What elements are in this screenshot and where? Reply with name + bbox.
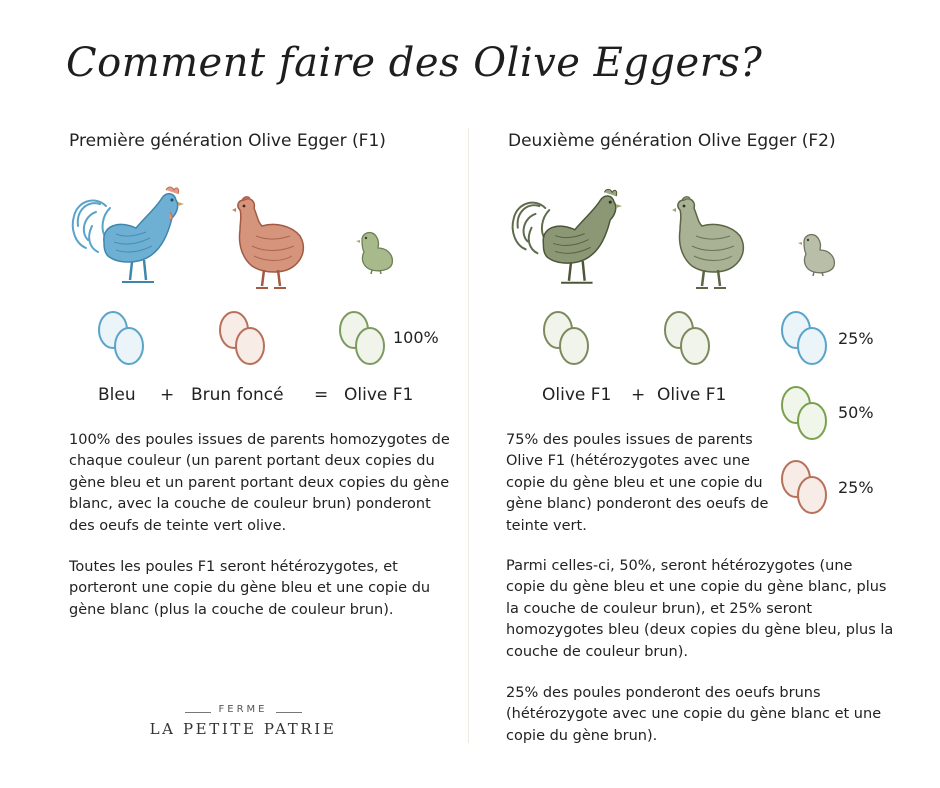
brown-eggs-icon xyxy=(216,308,270,366)
f1-paragraph: Toutes les poules F1 seront hétérozygotes, et porteront une copie du gène bleu et une copie du gène blanc (plus la couche de couleur brun). xyxy=(69,559,431,618)
blue-eggs-icon xyxy=(95,308,149,366)
f1-parent-b: Brun foncé xyxy=(191,385,284,405)
olive-rooster-icon xyxy=(506,188,624,292)
f2-heading: Deuxième génération Olive Egger (F2) xyxy=(508,131,836,151)
green-eggs-outcome-icon xyxy=(778,383,832,441)
f1-plus: + xyxy=(160,385,175,405)
f1-parent-a: Bleu xyxy=(98,385,136,405)
f2-paragraph: Parmi celles-ci, 50%, seront hétérozygotes (une copie du gène bleu et une copie du gène blanc, plus la couche de couleur brun), et 25% seront homozygotes bleu (deux copies du gène bleu, plus la couche de couleur brun). xyxy=(506,558,894,660)
olive-eggs-parent-b-icon xyxy=(661,308,715,366)
f2-outcome-brown: 25% xyxy=(838,478,874,497)
f2-paragraph: 25% des poules ponderont des oeufs bruns (hétérozygote avec une copie du gène blanc et une copie du gène brun). xyxy=(506,685,882,744)
column-divider xyxy=(468,128,469,743)
green-chick-icon xyxy=(356,228,396,274)
f1-result: Olive F1 xyxy=(344,385,414,405)
brown-eggs-outcome-icon xyxy=(778,457,832,515)
page-title: Comment faire des Olive Eggers? xyxy=(66,40,763,86)
f2-parent-a: Olive F1 xyxy=(542,385,612,405)
olive-eggs-parent-a-icon xyxy=(540,308,594,366)
f2-parent-b: Olive F1 xyxy=(657,385,727,405)
f2-outcome-blue: 25% xyxy=(838,329,874,348)
brown-hen-icon xyxy=(232,196,312,292)
brand-logo: LA PETITE PATRIE xyxy=(149,720,337,738)
brand-rule-right xyxy=(276,712,302,713)
f2-paragraph: 75% des poules issues de parents Olive F1 (hétérozygotes avec une copie du gène bleu et une copie du gène blanc) ponderont des oeufs de teinte vert. xyxy=(506,432,769,534)
f1-equals: = xyxy=(314,385,329,405)
brand-top: FERME xyxy=(218,704,268,715)
f1-percent: 100% xyxy=(393,328,439,347)
olive-hen-icon xyxy=(672,196,752,292)
f2-plus: + xyxy=(631,385,646,405)
f1-heading: Première génération Olive Egger (F1) xyxy=(69,131,386,151)
f1-paragraph: 100% des poules issues de parents homozygotes de chaque couleur (un parent portant deux copies du gène bleu et un parent portant deux copies du gène blanc, avec la couche de couleur brun) ponderont des oeufs de teinte vert olive. xyxy=(69,432,450,534)
blue-eggs-outcome-icon xyxy=(778,308,832,366)
f2-text-first xyxy=(506,430,774,557)
f1-text xyxy=(69,430,459,641)
f2-text-rest xyxy=(506,556,896,767)
olive-eggs-icon xyxy=(336,308,390,366)
blue-rooster-icon xyxy=(66,186,186,291)
olive-chick-icon xyxy=(798,230,838,276)
f2-outcome-green: 50% xyxy=(838,403,874,422)
